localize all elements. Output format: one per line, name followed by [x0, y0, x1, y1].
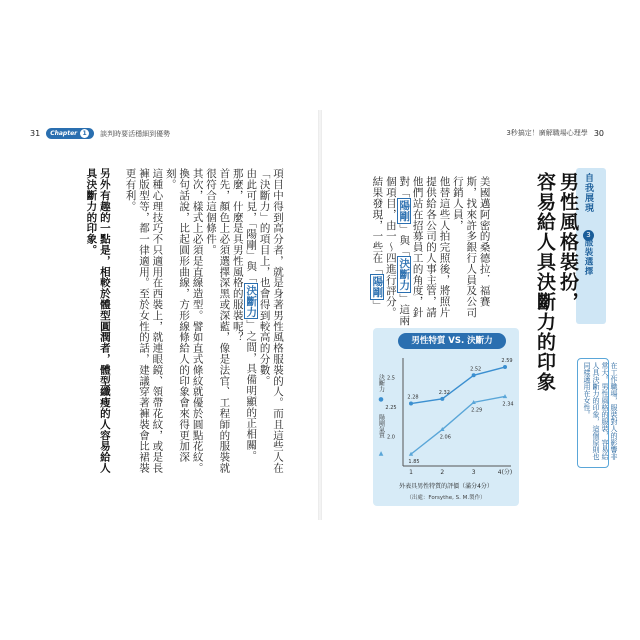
- data-label: 2.28: [407, 394, 419, 401]
- chapter-label: Chapter: [50, 130, 78, 137]
- legend-masculine-label: 陽剛氣質: [377, 414, 385, 438]
- right-paragraph-2: 他替這些人拍完照後，將照片提供給各公司的人事主管，請他們站在招募員工的角度，針對「陽剛」與「決斷力」這兩個項目，由一～四進行評分。: [384, 176, 451, 326]
- data-label: 2.34: [502, 401, 514, 408]
- left-page-number: 31: [30, 129, 41, 138]
- left-paragraph-3: 那麼，什麼是具男性風格的服裝呢？: [231, 168, 244, 343]
- data-label: 2.29: [471, 407, 483, 414]
- keyword-masculine-2: 陽剛: [371, 276, 384, 298]
- keyword-decisiveness: 決斷力: [245, 284, 258, 318]
- left-bold-paragraph: 另外有趣的一點是，相較於體型圓潤者，體型纖瘦的人容易給人具決斷力的印象。: [85, 168, 111, 474]
- keyword-masculine: 陽剛: [398, 199, 411, 222]
- right-body-text: [370, 176, 491, 326]
- chart-title: 男性特質 VS. 決斷力: [411, 336, 493, 346]
- left-paragraph-2: 由此可見，「陽剛」與「決斷力」之間，具備明顯的正相關。: [245, 168, 258, 462]
- book-gutter: [318, 110, 322, 520]
- x-tick-label: 1: [409, 469, 413, 476]
- section-subtitle: 服裝選擇: [583, 238, 593, 276]
- data-label: 2.32: [438, 389, 450, 396]
- right-paragraph-1: 美國邁阿密的桑德拉．福賽斯，找來許多銀行人員及公司行銷人員，: [451, 176, 491, 318]
- data-point: [503, 365, 507, 369]
- series-line-2: [411, 396, 505, 454]
- section-tab-label: 自我展現: [583, 173, 593, 213]
- right-running-title: 3秒搞定！廣解職場心理學: [506, 129, 588, 137]
- left-paragraph-6: 換句話說，比起圓形曲線，方形線條給人的印象會來得更加深刻。: [164, 168, 191, 463]
- legend-decisiveness-marker: ●: [377, 396, 385, 403]
- x-axis-title: 外表具男性特質的評價（滿分4分）: [399, 483, 493, 490]
- y-tick-label: 2.25: [385, 405, 397, 412]
- section-number-badge: 3: [583, 222, 594, 241]
- left-paragraph-5: 其次，樣式上必須是直線造型。譬如直式條紋就優於圓點花紋。: [191, 168, 204, 474]
- left-running-title: 談判時要活穩細到優勢: [100, 129, 171, 138]
- chapter-badge: [46, 128, 94, 139]
- left-paragraph-1: 項目中得到高分者，就是身著男性風格服裝的人。而且這些人在「決斷力」的項目上，也會得到較高的分數。: [258, 168, 284, 474]
- data-label: 2.52: [470, 366, 482, 373]
- x-tick-label: 4(分): [497, 469, 513, 476]
- chart-plot: [373, 352, 519, 506]
- y-tick-label: 2.0: [387, 434, 395, 441]
- data-label: 2.59: [501, 358, 513, 365]
- data-point: [409, 402, 413, 406]
- data-point: [472, 373, 476, 377]
- keyword-decisiveness-2: 決斷力: [398, 258, 411, 292]
- left-paragraph-7: 這種心理技巧不只適用在西裝上，就連眼鏡、領帶花紋，或是長褲版型等，都一律適用。至於女性的話，建議穿著褲裝會比裙裝更有利。: [124, 168, 164, 474]
- chapter-number: 1: [80, 129, 89, 138]
- x-tick-label: 2: [440, 469, 445, 476]
- y-tick-label: 2.5: [387, 375, 395, 382]
- chart-source: （出處：Forsythe, S. M.製作）: [406, 495, 486, 501]
- x-tick-label: 3: [471, 469, 476, 476]
- right-page-number: 30: [593, 128, 604, 138]
- legend-decisiveness-label: 決斷力: [377, 374, 385, 392]
- page-title: [533, 172, 579, 392]
- left-body-text: [123, 168, 284, 478]
- right-header: [506, 128, 604, 138]
- title-line-1: 男性風格裝扮，: [557, 172, 579, 312]
- series-line-1: [411, 367, 505, 403]
- data-label: 2.06: [439, 434, 451, 441]
- left-header: [30, 128, 170, 139]
- right-paragraph-3: 結果發現，一些在「陽剛」: [371, 176, 384, 311]
- data-label: 1.85: [408, 459, 420, 466]
- summary-text: 在工作職場，服裝對人的影響非常大。男性風格的服裝，容易給人具決斷力的印象，這個原則也同樣適用在女性。: [583, 362, 618, 460]
- data-point: [440, 397, 444, 401]
- legend-masculine-marker: ▲: [377, 450, 385, 457]
- left-paragraph-4: 首先，顏色上必須選擇深黑或深藍，像是法官、工程師的服裝就很符合這個條件。: [204, 168, 231, 474]
- title-line-2: 容易給人具決斷力的印象: [534, 172, 556, 392]
